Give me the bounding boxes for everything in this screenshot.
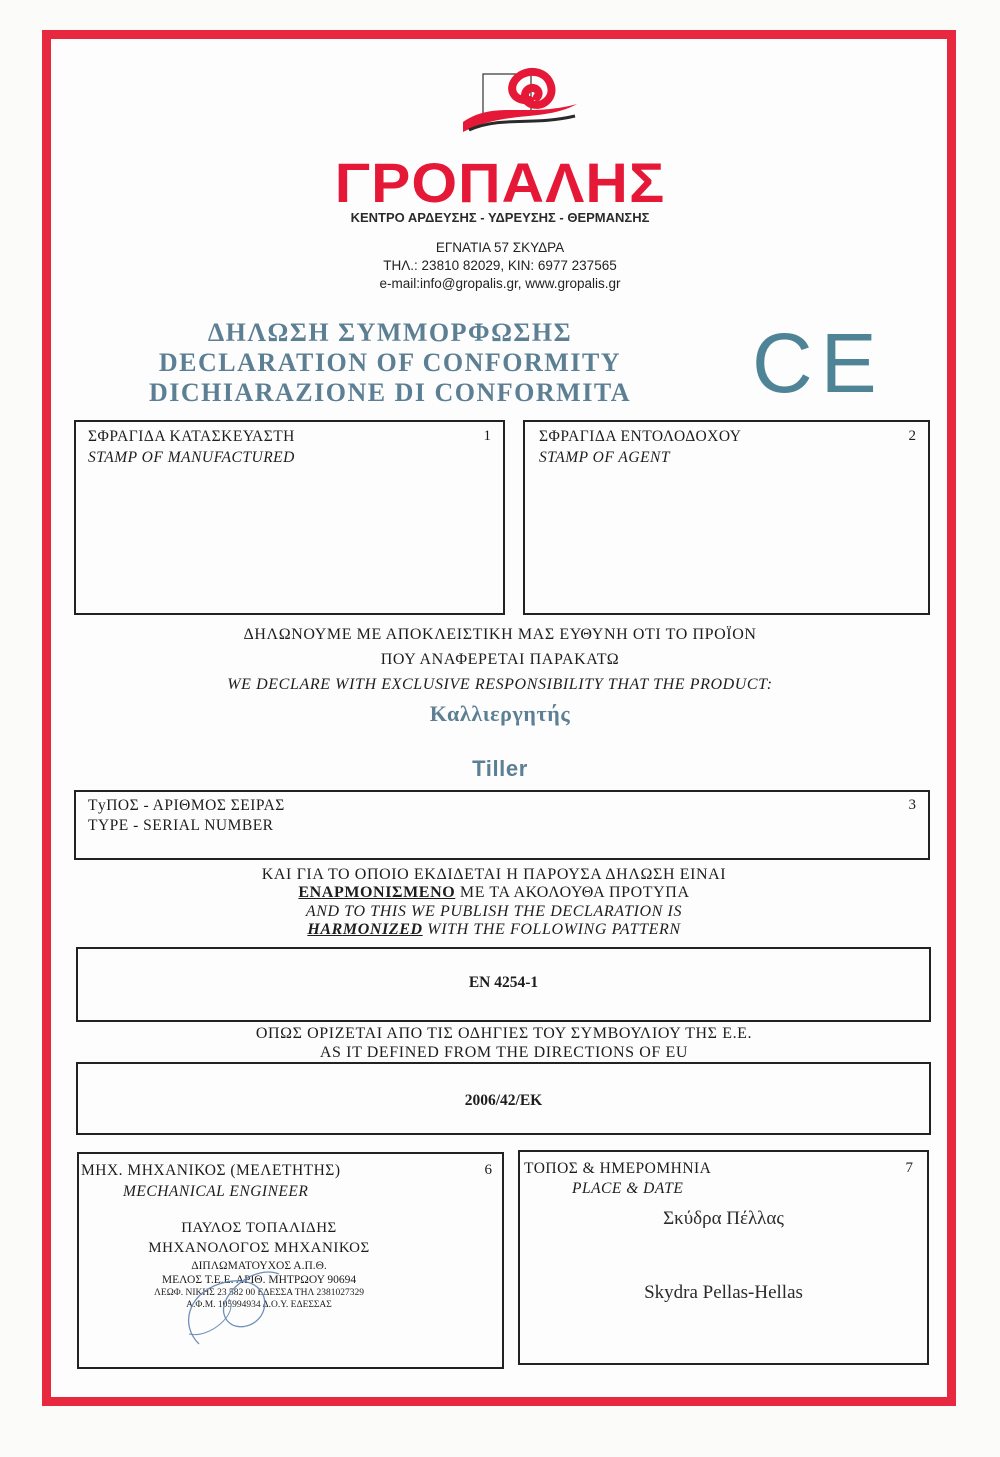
title-italian: DICHIARAZIONE DI CONFORMITA [148,378,632,407]
box6-label-gr: ΜΗΧ. ΜΗΧΑΝΙΚΟΣ (ΜΕΛΕΤΗΤΗΣ) [81,1162,341,1179]
place-date-box [518,1150,929,1365]
declare-line1: ΔΗΛΩΝΟΥΜΕ ΜΕ ΑΠΟΚΛΕΙΣΤΙΚΗ ΜΑΣ ΕΥΘΥΝΗ ΟΤΙ ΤΟ ΠΡΟΪΟΝ [243,626,757,643]
stamp-name: ΠΑΥΛΟΣ ΤΟΠΑΛΙΔΗΣ [181,1220,337,1236]
signature-icon [169,1254,289,1349]
box7-number: 7 [905,1160,913,1176]
declare-line3: WE DECLARE WITH EXCLUSIVE RESPONSIBILITY THAT THE PRODUCT: [227,676,773,693]
company-name: ΓΡΟΠΑΛΗΣ [334,151,666,214]
box6-label-en: MECHANICAL ENGINEER [123,1183,309,1200]
box3-label-gr: ΤуΠΟΣ - ΑΡΙΘΜΟΣ ΣΕΙΡΑΣ [88,797,285,814]
box1-label-gr: ΣΦΡΑΓΙΔΑ ΚΑΤΑΣΚΕΥΑΣΤΗ [88,428,295,445]
title-greek: ΔΗΛΩΣΗ ΣΥΜΜΟΡΦΩΣΗΣ [207,318,573,347]
company-phone: ΤΗΛ.: 23810 82029, ΚΙΝ: 6977 237565 [383,258,617,273]
company-email: e-mail:info@gropalis.gr, www.gropalis.gr [379,276,621,291]
declare-line2: ΠΟΥ ΑΝΑΦΕΡΕΤΑΙ ΠΑΡΑΚΑΤΩ [380,651,620,668]
stamp-address: ΛΕΩΦ. ΝΙΚΗΣ 23 582 00 ΕΔΕΣΣΑ ΤΗΛ 2381027329 [154,1288,364,1298]
box7-label-gr: ΤΟΠΟΣ & ΗΜΕΡΟΜΗΝΙΑ [524,1160,712,1177]
wave-logo-icon [455,60,585,140]
company-subtitle: ΚΕΝΤΡΟ ΑΡΔΕΥΣΗΣ - ΥΔΡΕΥΣΗΣ - ΘΕΡΜΑΝΣΗΣ [350,210,650,225]
harmonized-english-underlined: HARMONIZED [307,921,423,938]
stamp-degree: ΔΙΠΛΩΜΑΤΟΥΧΟΣ Α.Π.Θ. [191,1260,327,1272]
directive-box [76,1062,931,1135]
company-address: ΕΓΝΑΤΙΑ 57 ΣΚΥΔΡΑ [435,240,565,255]
title-english: DECLARATION OF CONFORMITY [158,348,622,377]
directive-line2: AS IT DEFINED FROM THE DIRECTIONS OF EU [319,1044,689,1061]
box2-label-gr: ΣΦΡΑΓΙΔΑ ΕΝΤΟΛΟΔΟΧΟΥ [539,428,742,445]
box1-label-en: STAMP OF MANUFACTURED [88,449,295,466]
box2-number: 2 [908,428,916,444]
harmonized-line1: ΚΑΙ ΓΙΑ ΤΟ ΟΠΟΙΟ ΕΚΔΙΔΕΤΑΙ Η ΠΑΡΟΥΣΑ ΔΗΛΩΣΗ ΕΙΝΑΙ [261,866,727,883]
box2-label-en: STAMP OF AGENT [539,449,671,466]
harmonized-line2-rest: ΜΕ ΤΑ ΑΚΟΛΟΥΘΑ ΠΡΟΤΥΠΑ [459,884,690,901]
harmonized-greek-underlined: ΕΝΑΡΜΟΝΙΣΜΕΝΟ [298,884,456,901]
directive-value: 2006/42/EK [464,1092,543,1109]
harmonized-line3: AND TO THIS WE PUBLISH THE DECLARATION IS [305,903,683,920]
box1-number: 1 [483,428,491,444]
stamp-title: ΜΗΧΑΝΟΛΟΓΟΣ ΜΗΧΑΝΙΚΟΣ [148,1240,370,1256]
agent-stamp-box [523,420,930,615]
product-english: Tiller [472,756,528,781]
place-english: Skydra Pellas-Hellas [644,1282,803,1303]
harmonized-line4 [0,921,994,939]
box7-label-en: PLACE & DATE [572,1180,684,1197]
box3-number: 3 [908,797,916,813]
harmonized-line4-rest: WITH THE FOLLOWING PATTERN [427,921,681,938]
stamp-tax: Α.Φ.Μ. 105994934 Δ.Ο.Υ. ΕΔΕΣΣΑΣ [186,1300,332,1310]
harmonized-line2 [0,884,994,902]
type-serial-box [74,790,930,860]
box6-number: 6 [484,1162,492,1178]
stamp-member: ΜΕΛΟΣ Τ.Ε.Ε. ΑΡΙΘ. ΜΗΤΡΩΟΥ 90694 [161,1274,357,1286]
box3-label-en: TYPE - SERIAL NUMBER [88,817,274,834]
place-greek: Σκύδρα Πέλλας [663,1208,784,1229]
engineer-box [77,1152,504,1369]
standard-box [76,947,931,1022]
manufacturer-stamp-box [74,420,505,615]
product-greek: Καλλιεργητής [429,701,571,726]
standard-value: EN 4254-1 [468,974,539,991]
ce-mark-icon: CE [752,316,885,410]
directive-line1: ΟΠΩΣ ΟΡΙΖΕΤΑΙ ΑΠΟ ΤΙΣ ΟΔΗΓΙΕΣ ΤΟΥ ΣΥΜΒΟΥΛΙΟΥ ΤΗΣ Ε.Ε. [255,1025,753,1042]
